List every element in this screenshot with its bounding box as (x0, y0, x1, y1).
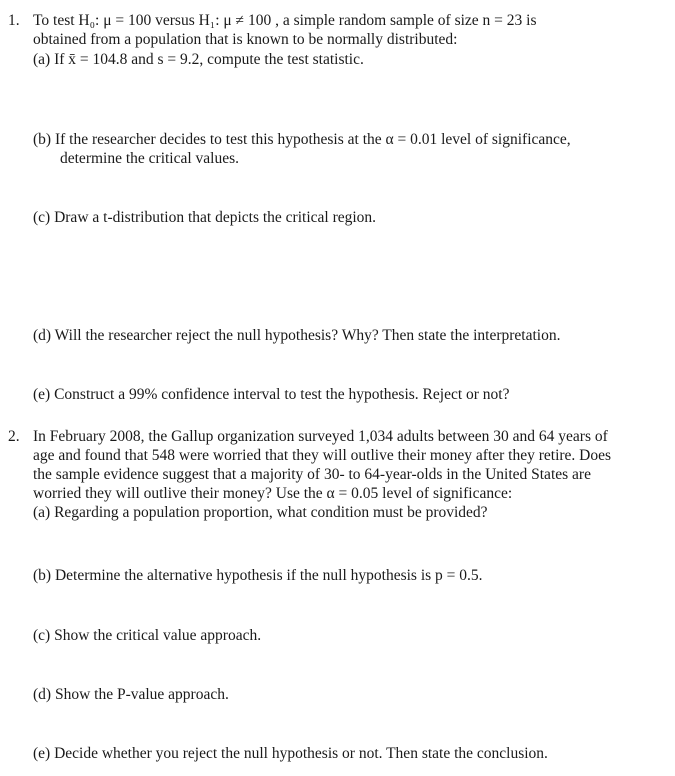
question-2-part-d: (d) Show the P-value approach. (33, 686, 229, 703)
question-2-part-a: (a) Regarding a population proportion, what condition must be provided? (33, 504, 488, 521)
question-2-part-b: (b) Determine the alternative hypothesis if the null hypothesis is p = 0.5. (33, 567, 483, 584)
question-2-stem-line-2: age and found that 548 were worried that they will outlive their money after they retire. Does (33, 447, 612, 464)
question-2-part-e: (e) Decide whether you reject the null hypothesis or not. Then state the conclusion. (33, 745, 548, 762)
question-1-stem-line-1: To test H₀: μ = 100 versus H₁: μ ≠ 100 , a simple random sample of size n = 23 is (33, 12, 537, 29)
question-2-stem-line-4: worried they will outlive their money? Use the α = 0.05 level of significance: (33, 485, 513, 502)
question-1-stem-line-2: obtained from a population that is known to be normally distributed: (33, 31, 458, 48)
question-1-part-c: (c) Draw a t-distribution that depicts the critical region. (33, 209, 377, 226)
question-1-part-b-line-1: (b) If the researcher decides to test this hypothesis at the α = 0.01 level of significance, (33, 131, 571, 148)
question-2-number: 2. (8, 428, 20, 445)
question-2-part-c: (c) Show the critical value approach. (33, 627, 262, 644)
question-1-number: 1. (8, 12, 20, 29)
question-2-stem-line-3: the sample evidence suggest that a majority of 30- to 64-year-olds in the United States are (33, 466, 591, 483)
question-1-part-d: (d) Will the researcher reject the null hypothesis? Why? Then state the interpretation. (33, 327, 561, 344)
question-2-stem-line-1: In February 2008, the Gallup organization surveyed 1,034 adults between 30 and 64 years of (33, 428, 608, 445)
question-1-part-b-line-2: determine the critical values. (60, 150, 240, 167)
question-1-part-a: (a) If x̄ = 104.8 and s = 9.2, compute the test statistic. (33, 51, 364, 68)
question-1-part-e: (e) Construct a 99% confidence interval to test the hypothesis. Reject or not? (33, 386, 510, 403)
